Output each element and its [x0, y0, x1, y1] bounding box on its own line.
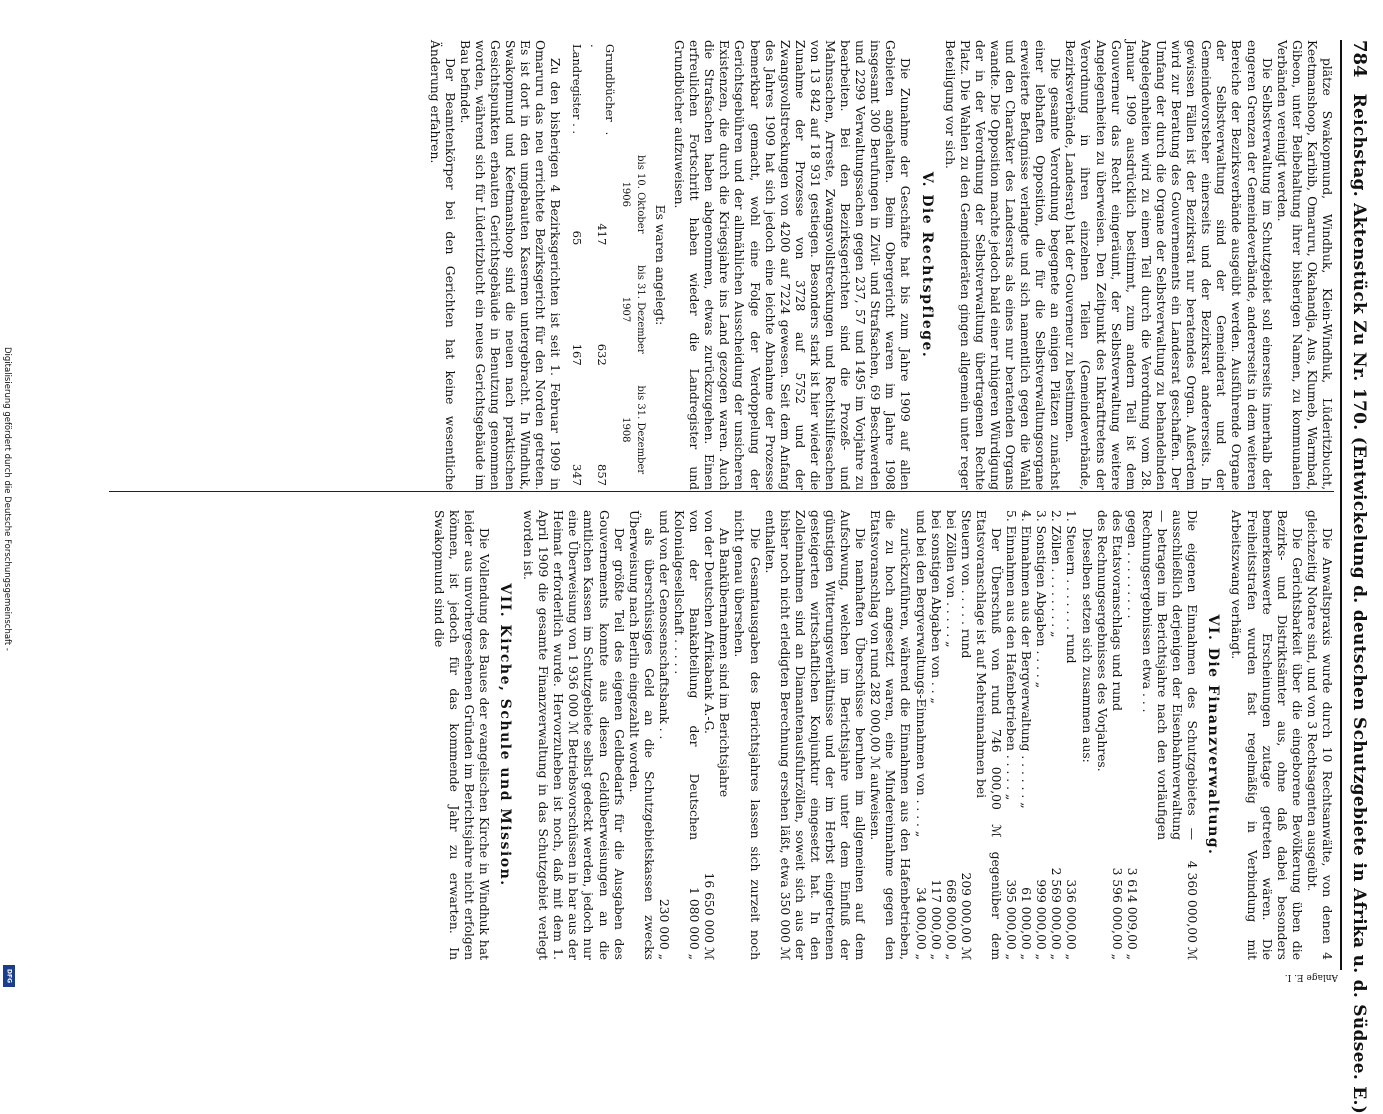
paragraph: als überschüssiges Geld an die Schutzgebietskassen zwecks Überweisung nach Berlin eingezahlt worden.: [626, 510, 656, 960]
revenue-label: Die eigenen Einnahmen des Schutzgebietes — ausschließlich derjenigen der Eisenbahnverwaltung — betragen im Berichtsjahre nach den vorläufigen Rechnungsergebnissen etwa . . .: [1139, 510, 1200, 840]
row-label: und von der Genossenschaftsbank . .: [656, 510, 671, 740]
row-amount: 2 569 000,00 „: [1049, 867, 1064, 960]
breakdown-row: [1018, 510, 1033, 960]
row-amount: 395 000,00 „: [1004, 879, 1019, 960]
paragraph: Dieselben setzen sich zusammen aus:: [1079, 528, 1094, 763]
row-amount: 34 000,00 „: [913, 887, 928, 960]
table-cell: 632: [595, 343, 610, 366]
paragraph: zurückzuführen, während die Einnahmen aus den Hafenbetrieben, die zu hoch angesetzt waren, eine Mindereinnahme gegen den Etatsvoranschlag von rund 282 000,00 ℳ aufweisen.: [868, 510, 913, 960]
paragraph: Die Anwaltspraxis wurde durch 10 Rechtsanwälte, von denen 4 gleichzeitig Notare sind, und von 3 Rechtsagenten ausgeübt.: [1304, 510, 1334, 960]
table-header: bis 31. Dezember 1908: [619, 385, 646, 475]
row-amount: 1 080 000 „: [687, 887, 702, 960]
column-divider: [109, 491, 1334, 492]
page-title: Reichstag. Aktenstück Zu Nr. 170. (Entwickelung d. deutschen Schutzgebiete in Afrika u. d. Südsee. E.): [1349, 93, 1369, 1114]
revenue-amount: 4 360 000,00 ℳ: [1185, 860, 1200, 960]
row-amount: 3 614 009,00 „: [1124, 867, 1139, 960]
surplus-row: [958, 510, 973, 960]
row-label: von der Deutschen Afrikabank A.-G.: [702, 510, 717, 734]
row-label: des Etatsvoranschlags und rund: [1109, 510, 1124, 712]
table-cell: 347: [570, 464, 585, 486]
bank-row: [656, 510, 671, 960]
right-column: [109, 510, 1334, 960]
paragraph: An Bankübernahmen sind im Berichtsjahre: [717, 528, 732, 798]
bank-block: [656, 510, 716, 960]
page-header: [1340, 40, 1370, 1114]
page-number: 784: [1349, 40, 1370, 78]
table-cell: Landregister . .: [570, 44, 585, 135]
row-label: und bei den Bergverwaltungs-Einnahmen von . . . . „: [913, 510, 928, 838]
compare-row: [1109, 510, 1124, 960]
row-label: des Rechnungsergebnisses des Vorjahres.: [1094, 510, 1109, 772]
table-cell: 417: [595, 223, 610, 246]
bank-row: [671, 510, 701, 960]
paragraph: Die gesamte Verordnung begegnete an einigen Plätzen zunächst einer lebhaften Opposition, die für die Selbstverwaltungsorgane erweiterte Befugnisse verlangte und sich namentlich gegen die Wahl und den Charakter des Landesrats als eines nur beratenden Organs wandte. Die Opposition machte jedoch bald einer ruhigeren Würdigung der in der Verordnung der Selbstverwaltung übertragenen Rechte Platz. Die Wahlen zu den Gemeinderäten gingen allgemein unter reger Beteiligung vor sich.: [942, 40, 1063, 490]
table-header-row: [618, 40, 648, 490]
section-heading-kirche: VII. Kirche, Schule und Mission.: [497, 583, 514, 887]
paragraph: Die Gerichtsbarkeit über die eingeborene Bevölkerung üben die Bezirks- und Distriktsämter aus, ohne daß dabei besonders bemerkenswerte Erscheinungen zutage getreten wären. Die Freiheitsstrafen wurden fast regelmäßig in Verbindung mit Arbeitszwang verhängt.: [1229, 510, 1304, 960]
paragraph: Die Selbstverwaltung im Schutzgebiet soll einerseits innerhalb der engeren Grenzen der Gemeindeverbände, andererseits in dem weiteren Bereiche der Bezirksverbände ausgeübt werden. Ausführende Organe der Selbstverwaltung sind der Gemeinderat und der Gemeindevorsteher einerseits und der Bezirksrat andererseits. In gewissen Fällen ist der Bezirksrat nur beratendes Organ. Außerdem wird zur Beratung des Gouvernements ein Landesrat geschaffen. Der Umfang der durch die Organe der Selbstverwaltung zu behandelnden Angelegenheiten wird zu einem Teil durch die Verordnung vom 28. Januar 1909 ausdrücklich bestimmt, zum andern Teil ist dem Gouverneur das Recht eingeräumt, der Selbstverwaltung weitere Angelegenheiten zu überweisen. Den Zeitpunkt des Inkrafttretens der Verordnung in ihren einzelnen Teilen (Gemeindeverbände, Bezirksverbände, Landesrat) hat der Gouverneur zu bestimmen.: [1063, 40, 1274, 490]
compare-row: [1124, 510, 1139, 960]
table-cell: Grundbücher . .: [587, 44, 617, 136]
row-label: 2. Zöllen . . . . . . . . „: [1049, 510, 1064, 638]
table-intro: Es waren angelegt:: [652, 204, 667, 326]
paragraph: Die namhaften Überschüsse beruhen im allgemeinen auf dem Aufschwung, welchen im Berichtsjahre unter dem Einfluß der günstigen Witterungsverhältnisse und der im Herbst eingetretenen gesteigerten wirtschaftlichen Konjunktur eingesetzt hat. In den Zolleinnahmen sind an Diamantenausfuhrzöllen, soweit sich aus der bisher noch nicht erledigten Berechnung ersehen läßt, etwa 350 000 ℳ enthalten.: [762, 510, 868, 960]
row-amount: 668 000,00 „: [943, 879, 958, 960]
left-column: [109, 40, 1334, 490]
row-label: bei sonstigen Abgaben von . . „: [928, 510, 943, 704]
table-header: bis 31. Dezember 1907: [619, 265, 646, 354]
row-amount: 230 000 „: [656, 898, 671, 960]
table-row: [568, 40, 585, 490]
revenue-row: [1139, 510, 1199, 960]
paragraph: Der größte Teil des eigenen Geldbedarfs für die Ausgaben des Gouvernements konnte aus diesen Geldüberweisungen an die amtlichen Kassen im Schutzgebiete selbst gedeckt werden, jedoch nur eine Überweisung von 1 936 000 ℳ Betriebsvorschüssen in bar aus der Heimat erforderlich wurde. Hervorzuheben ist noch, daß mit dem 1. April 1909 die gesamte Finanzverwaltung in das Schutzgebiet verlegt worden ist.: [521, 510, 626, 960]
section-heading-finanzverwaltung: VI. Die Finanzverwaltung.: [1205, 614, 1222, 856]
digitization-note: Digitalisierung gefördert durch die Deutsche Forschungsgemeinschaft -: [2, 347, 12, 651]
row-amount: [1094, 840, 1109, 960]
dfg-logo: DFG: [3, 965, 15, 987]
compare-row: [1094, 510, 1109, 960]
revenue-block: [912, 510, 1199, 960]
section-heading-rechtspflege: V. Die Rechtspflege.: [918, 171, 935, 359]
table-cell: 167: [570, 343, 585, 366]
breakdown-row: [1063, 510, 1078, 960]
register-table: [568, 40, 647, 490]
row-label: 3. Sonstigen Abgaben . . . . „: [1034, 510, 1049, 689]
table-header: bis 10. Oktober 1906: [619, 155, 646, 234]
row-amount: 336 000,00 „: [1064, 879, 1079, 960]
row-label: von der Bankabteilung der Deutschen Kolonialgesellschaft . . . . .: [672, 510, 702, 840]
row-amount: 117 000,00 „: [928, 879, 943, 960]
digitization-footer: [2, 0, 12, 1000]
row-amount: 999 000,00 „: [1034, 879, 1049, 960]
table-cell: 65: [570, 230, 585, 246]
table-header: [618, 40, 648, 139]
row-label: 4. Einnahmen aus der Bergverwaltung . . . . . . „: [1019, 510, 1034, 809]
breakdown-row: [1003, 510, 1018, 960]
paragraph: Zu den bisherigen 4 Bezirksgerichten ist seit 1. Februar 1909 in Omaruru das neu errichtete Bezirksgericht für den Norden getreten. Es ist dort in den umgebauten Kasernen untergebracht. In Windhuk, Swakopmund und Keetmanshoop sind die neuen nach praktischen Gesichtspunkten erbauten Gerichtsgebäude in Benutzung genommen worden, während sich für Lüderitzbucht ein neues Gerichtsgebäude im Bau befindet.: [457, 40, 563, 490]
row-label: bei Zöllen von . . . . . „: [943, 510, 958, 648]
paragraph: Die Zunahme der Geschäfte hat bis zum Jahre 1909 auf allen Gebieten angehalten. Beim Obergericht waren im Jahre 1908 insgesamt 300 Berufungen in Zivil- und Strafsachen, 69 Beschwerden und 2299 Verwaltungssachen gegen 237, 57 und 1495 im Vorjahre zu bearbeiten. Bei den Bezirksgerichten sind die Prozeß- und Mahnsachen, Arreste, Zwangsvollstreckungen und Rechtshilfesachen von 13 842 auf 18 931 gestiegen. Besonders stark ist hier wieder die Zunahme der Prozesse von 3728 auf 5752 und der Zwangsvollstreckungen von 4200 auf 7224 gewesen. Seit dem Anfang des Jahres 1909 hat sich jedoch eine leichte Abnahme der Prozesse bemerkbar gemacht, wohl eine Folge der Verdoppelung der Gerichtsgebühren und der allmählichen Ausscheidung der unsicheren Existenzen, die durch die Kriegsjahre ins Land gezogen waren. Auch die Strafsachen haben abgenommen, etwas zurückzugehen. Einen erfreulichen Fortschritt haben wieder die Landregister und Grundbücher aufzuweisen.: [672, 40, 913, 490]
row-label: Steuern von . . . . . rund: [958, 510, 973, 659]
margin-note: Anlage E. I.: [1284, 972, 1338, 982]
row-amount: 16 650 000 ℳ: [702, 872, 717, 960]
paragraph: Der Überschuß von rund 746 000,00 ℳ gegenüber dem Etatsvoranschlage ist auf Mehreinnahmen bei: [973, 510, 1004, 960]
document-page: [95, 0, 1378, 1114]
paragraph: Die Gesamtausgaben des Berichtsjahres lassen sich zurzeit noch nicht genau übersehen.: [732, 510, 762, 960]
surplus-row: [912, 510, 927, 960]
row-label: 5. Einnahmen aus den Hafenbetrieben . . . . . „: [1004, 510, 1019, 801]
row-amount: 61 000,00 „: [1019, 887, 1034, 960]
paragraph: Die Vollendung des Baues der evangelischen Kirche in Windhuk hat leider aus unvorhergesehenen Gründen im Berichtsjahre nicht erfolgen können, ist jedoch für das kommende Jahr zu erwarten. In Swakopmund sind die: [431, 510, 491, 960]
breakdown-row: [1048, 510, 1063, 960]
row-amount: 3 596 000,00 „: [1109, 867, 1124, 960]
breakdown-row: [1033, 510, 1048, 960]
row-label: 1. Steuern . . . . . . . rund: [1064, 510, 1079, 664]
row-label: gegen . . . . . . . . .: [1124, 510, 1139, 619]
surplus-row: [943, 510, 958, 960]
table-row: [586, 40, 618, 490]
surplus-row: [928, 510, 943, 960]
bank-row: [701, 510, 716, 960]
paragraph: plätze Swakopmund, Windhuk, Klein-Windhuk, Lüderitzbucht, Keetmanshoop, Karibib, Omaruru, Okahandja, Aus, Klumeb, Warmbad, Gibeon, unter Beibehaltung ihrer bisherigen Namen, zu kommunalen Verbänden vereinigt werden.: [1274, 40, 1334, 490]
table-cell: 857: [595, 464, 610, 486]
paragraph: Der Beamtenkörper bei den Gerichten hat keine wesentliche Änderung erfahren.: [427, 40, 457, 490]
row-amount: 209 000,00 ℳ: [958, 872, 973, 960]
